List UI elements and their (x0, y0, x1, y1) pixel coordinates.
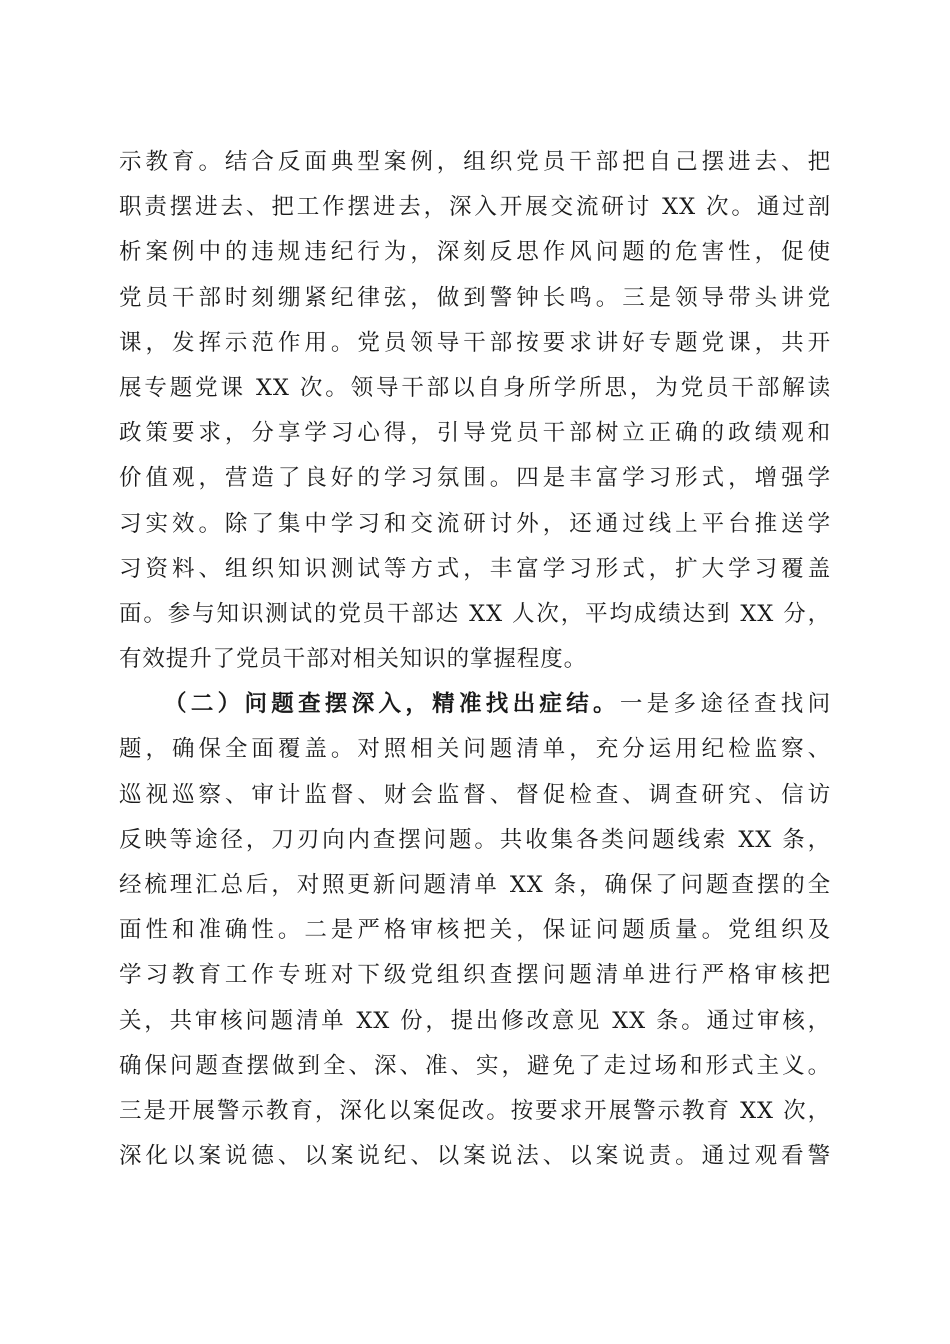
text-line: 职责摆进去、把工作摆进去，深入开展交流研讨 XX 次。通过剖 (119, 194, 831, 221)
text-line: 习实效。除了集中学习和交流研讨外，还通过线上平台推送学 (119, 510, 831, 537)
section-heading: （二）问题查摆深入，精准找出症结。 (164, 691, 620, 718)
text-line: 题，确保全面覆盖。对照相关问题清单，充分运用纪检监察、 (119, 736, 831, 763)
text-line: 三是开展警示教育，深化以案促改。按要求开展警示教育 XX 次， (119, 1097, 831, 1124)
text-line: 展专题党课 XX 次。领导干部以自身所学所思，为党员干部解读 (119, 374, 831, 401)
text-line: 课，发挥示范作用。党员领导干部按要求讲好专题党课，共开 (119, 329, 831, 356)
text-line: 习资料、组织知识测试等方式，丰富学习形式，扩大学习覆盖 (119, 555, 831, 582)
text-line: 政策要求，分享学习心得，引导党员干部树立正确的政绩观和 (119, 420, 831, 447)
text-line: 党员干部时刻绷紧纪律弦，做到警钟长鸣。三是领导带头讲党 (119, 284, 831, 311)
body-text (119, 140, 831, 1179)
text-line: 巡视巡察、审计监督、财会监督、督促检查、调查研究、信访 (119, 781, 831, 808)
text-line: 析案例中的违规违纪行为，深刻反思作风问题的危害性，促使 (119, 239, 831, 266)
text-line: 经梳理汇总后，对照更新问题清单 XX 条，确保了问题查摆的全 (119, 872, 831, 898)
text-line: 示教育。结合反面典型案例，组织党员干部把自己摆进去、把 (119, 149, 831, 175)
text-line: 关，共审核问题清单 XX 份，提出修改意见 XX 条。通过审核， (119, 1007, 831, 1034)
text-line: 确保问题查摆做到全、深、准、实，避免了走过场和形式主义。 (119, 1052, 831, 1079)
section-heading-line (119, 682, 831, 727)
text-line: 学习教育工作专班对下级党组织查摆问题清单进行严格审核把 (119, 962, 831, 989)
text-fragment: 一是多途径查找问 (619, 691, 831, 718)
text-line: 价值观，营造了良好的学习氛围。四是丰富学习形式，增强学 (119, 465, 831, 492)
text-line: 面性和准确性。二是严格审核把关，保证问题质量。党组织及 (119, 917, 831, 944)
text-line: 面。参与知识测试的党员干部达 XX 人次，平均成绩达到 XX 分， (119, 600, 831, 627)
text-line: 有效提升了党员干部对相关知识的掌握程度。 (119, 646, 588, 673)
text-line: 反映等途径，刀刃向内查摆问题。共收集各类问题线索 XX 条， (119, 826, 831, 853)
text-line: 深化以案说德、以案说纪、以案说法、以案说责。通过观看警 (119, 1143, 831, 1170)
